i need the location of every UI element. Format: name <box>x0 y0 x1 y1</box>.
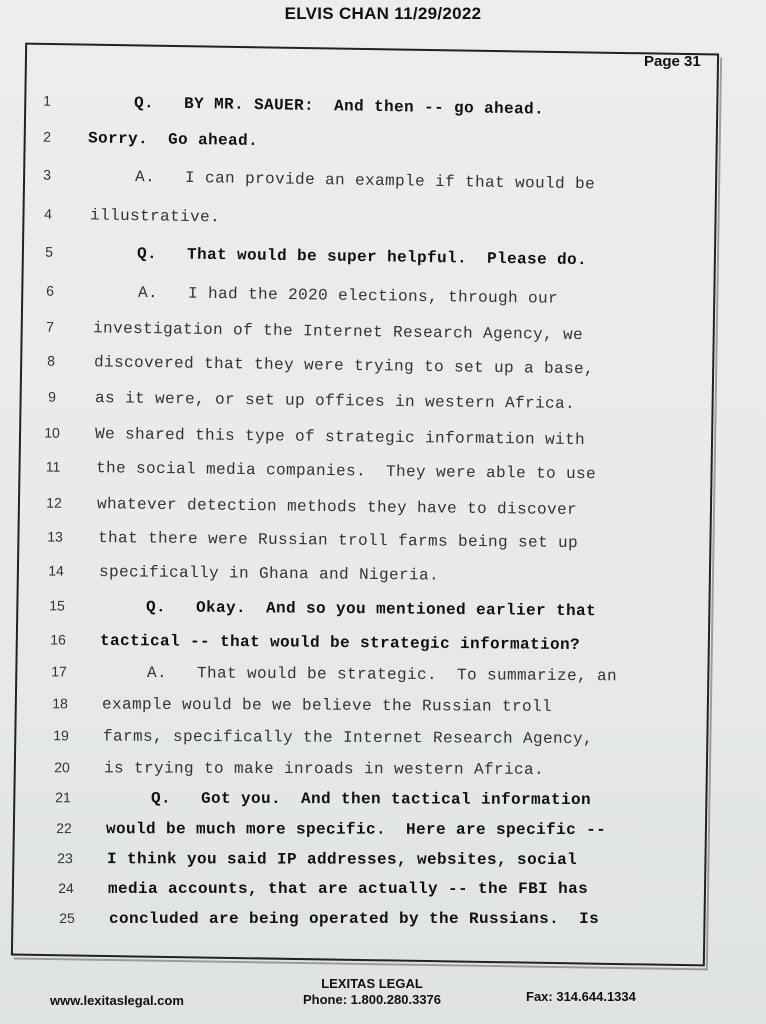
line-number: 5 <box>45 243 54 260</box>
line-text: is trying to make inroads in western Africa. <box>103 759 545 779</box>
line-text: Q. Okay. And so you mentioned earlier that <box>145 598 597 621</box>
line-text: investigation of the Internet Research Agency, we <box>92 319 584 345</box>
line-number: 15 <box>49 597 65 614</box>
transcript-line <box>0 820 720 845</box>
line-text: whatever detection methods they have to discover <box>96 495 578 520</box>
line-number: 19 <box>53 727 69 744</box>
line-text: concluded are being operated by the Russians. Is <box>109 910 600 928</box>
line-text: discovered that they were trying to set up a base, <box>93 353 595 379</box>
line-text: that there were Russian troll farms being set up <box>97 529 579 553</box>
transcript-line <box>0 759 720 786</box>
deposition-title: ELVIS CHAN 11/29/2022 <box>284 4 482 23</box>
line-text: illustrative. <box>89 206 221 227</box>
line-text: I think you said IP addresses, websites, social <box>106 850 578 870</box>
line-number: 17 <box>51 663 67 680</box>
line-number: 10 <box>44 424 60 441</box>
line-number: 14 <box>48 562 64 579</box>
line-number: 11 <box>45 458 61 475</box>
line-text: Q. That would be super helpful. Please do. <box>136 244 588 270</box>
line-number: 18 <box>52 695 68 712</box>
line-text: A. I had the 2020 elections, through our <box>137 283 559 308</box>
line-text: Sorry. Go ahead. <box>87 129 259 151</box>
line-number: 25 <box>59 910 75 926</box>
footer-company-block <box>272 976 472 1008</box>
line-text: as it were, or set up offices in western Africa. <box>94 389 576 414</box>
line-number: 13 <box>47 528 63 545</box>
line-number: 8 <box>47 352 56 369</box>
page-number: Page 31 <box>644 53 701 70</box>
transcript-line <box>0 880 720 904</box>
line-number: 21 <box>55 789 71 806</box>
footer-fax: Fax: 314.644.1334 <box>526 989 636 1004</box>
line-number: 2 <box>43 128 52 145</box>
line-number: 9 <box>48 388 57 405</box>
line-number: 24 <box>58 880 74 896</box>
line-text: A. That would be strategic. To summarize, an <box>146 664 618 686</box>
transcript-line <box>0 663 720 692</box>
line-text: media accounts, that are actually -- the FBI has <box>108 880 589 898</box>
line-text: A. I can provide an example if that would be <box>134 168 596 194</box>
transcript-line <box>0 695 720 723</box>
line-text: would be much more specific. Here are specific -- <box>105 820 607 840</box>
line-number: 22 <box>56 820 72 837</box>
footer-website: www.lexitaslegal.com <box>50 993 184 1008</box>
transcript-line <box>0 789 720 816</box>
line-number: 12 <box>46 494 62 511</box>
line-text: tactical -- that would be strategic information? <box>99 631 581 655</box>
line-text: example would be we believe the Russian troll <box>101 695 553 716</box>
line-text: specifically in Ghana and Nigeria. <box>98 563 440 585</box>
footer-phone: Phone: 1.800.280.3376 <box>302 992 442 1007</box>
transcript-line <box>0 910 720 934</box>
line-number: 1 <box>43 92 52 109</box>
line-number: 23 <box>57 850 73 867</box>
line-number: 6 <box>46 282 55 299</box>
line-text: Q. Got you. And then tactical information <box>150 789 592 810</box>
line-number: 3 <box>43 166 52 183</box>
line-number: 4 <box>44 205 53 222</box>
line-text: the social media companies. They were able to use <box>95 459 597 484</box>
transcript-line <box>0 727 720 755</box>
line-number: 20 <box>54 759 70 776</box>
transcript-line <box>0 850 720 875</box>
line-number: 7 <box>46 318 55 335</box>
line-number: 16 <box>50 631 66 648</box>
line-text: farms, specifically the Internet Research Agency, <box>102 727 594 749</box>
footer-company: LEXITAS LEGAL <box>321 976 423 991</box>
line-text: Q. BY MR. SAUER: And then -- go ahead. <box>133 94 545 119</box>
line-text: We shared this type of strategic information with <box>94 425 586 450</box>
